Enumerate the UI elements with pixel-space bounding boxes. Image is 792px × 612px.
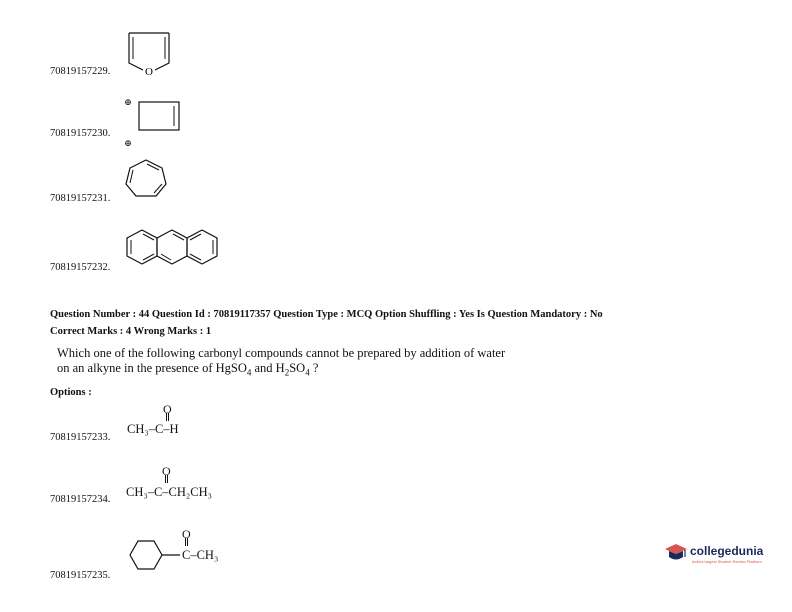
- cyclobutadiene-dication-structure: [122, 94, 184, 150]
- question-text-line: on an alkyne in the presence of HgSO$_4$ and $H_2SO_4$ ?: [57, 361, 319, 378]
- anthracene-structure: [124, 226, 230, 274]
- option-id: 70819157235.: [50, 570, 111, 581]
- cycloheptatriene-structure: [124, 156, 172, 204]
- logo-name: collegedunia: [690, 544, 764, 558]
- option-id: 70819157234.: [50, 494, 111, 505]
- option-formula: C–CH₃: [182, 548, 219, 562]
- collegedunia-logo: [664, 540, 768, 570]
- question-meta: Question Number : 44 Question Id : 70819117357 Question Type : MCQ Option Shuffling : Yes Is Question Mandatory : No: [50, 309, 603, 320]
- plus-charge-label: ⊕: [124, 97, 132, 107]
- question-text-line: Which one of the following carbonyl compounds cannot be prepared by addition of water: [57, 346, 506, 360]
- plus-charge-label: ⊕: [124, 138, 132, 148]
- option-formula: CH₃–C–H: [127, 422, 179, 436]
- double-bond: [165, 475, 168, 483]
- option-id: 70819157233.: [50, 432, 111, 443]
- double-bond: [166, 413, 169, 421]
- carbonyl-oxygen: O: [162, 464, 171, 478]
- option-id: 70819157230.: [50, 128, 111, 139]
- furan-structure: [120, 25, 180, 80]
- double-bond: [185, 538, 188, 546]
- carbonyl-oxygen: O: [182, 527, 191, 541]
- furan-oxygen-label: O: [145, 66, 153, 78]
- option-formula: CH₃–C–CH₂CH₃: [126, 485, 213, 499]
- option-id: 70819157232.: [50, 262, 111, 273]
- cyclohexane-ring-structure: [124, 537, 184, 577]
- logo-tagline: India's largest Student Review Platform: [692, 559, 762, 564]
- options-label: Options :: [50, 387, 92, 398]
- carbonyl-oxygen: O: [163, 402, 172, 416]
- graduation-cap-icon: [664, 542, 688, 566]
- option-id: 70819157231.: [50, 193, 111, 204]
- option-id: 70819157229.: [50, 66, 111, 77]
- question-text: [57, 346, 505, 381]
- question-marks: Correct Marks : 4 Wrong Marks : 1: [50, 326, 212, 337]
